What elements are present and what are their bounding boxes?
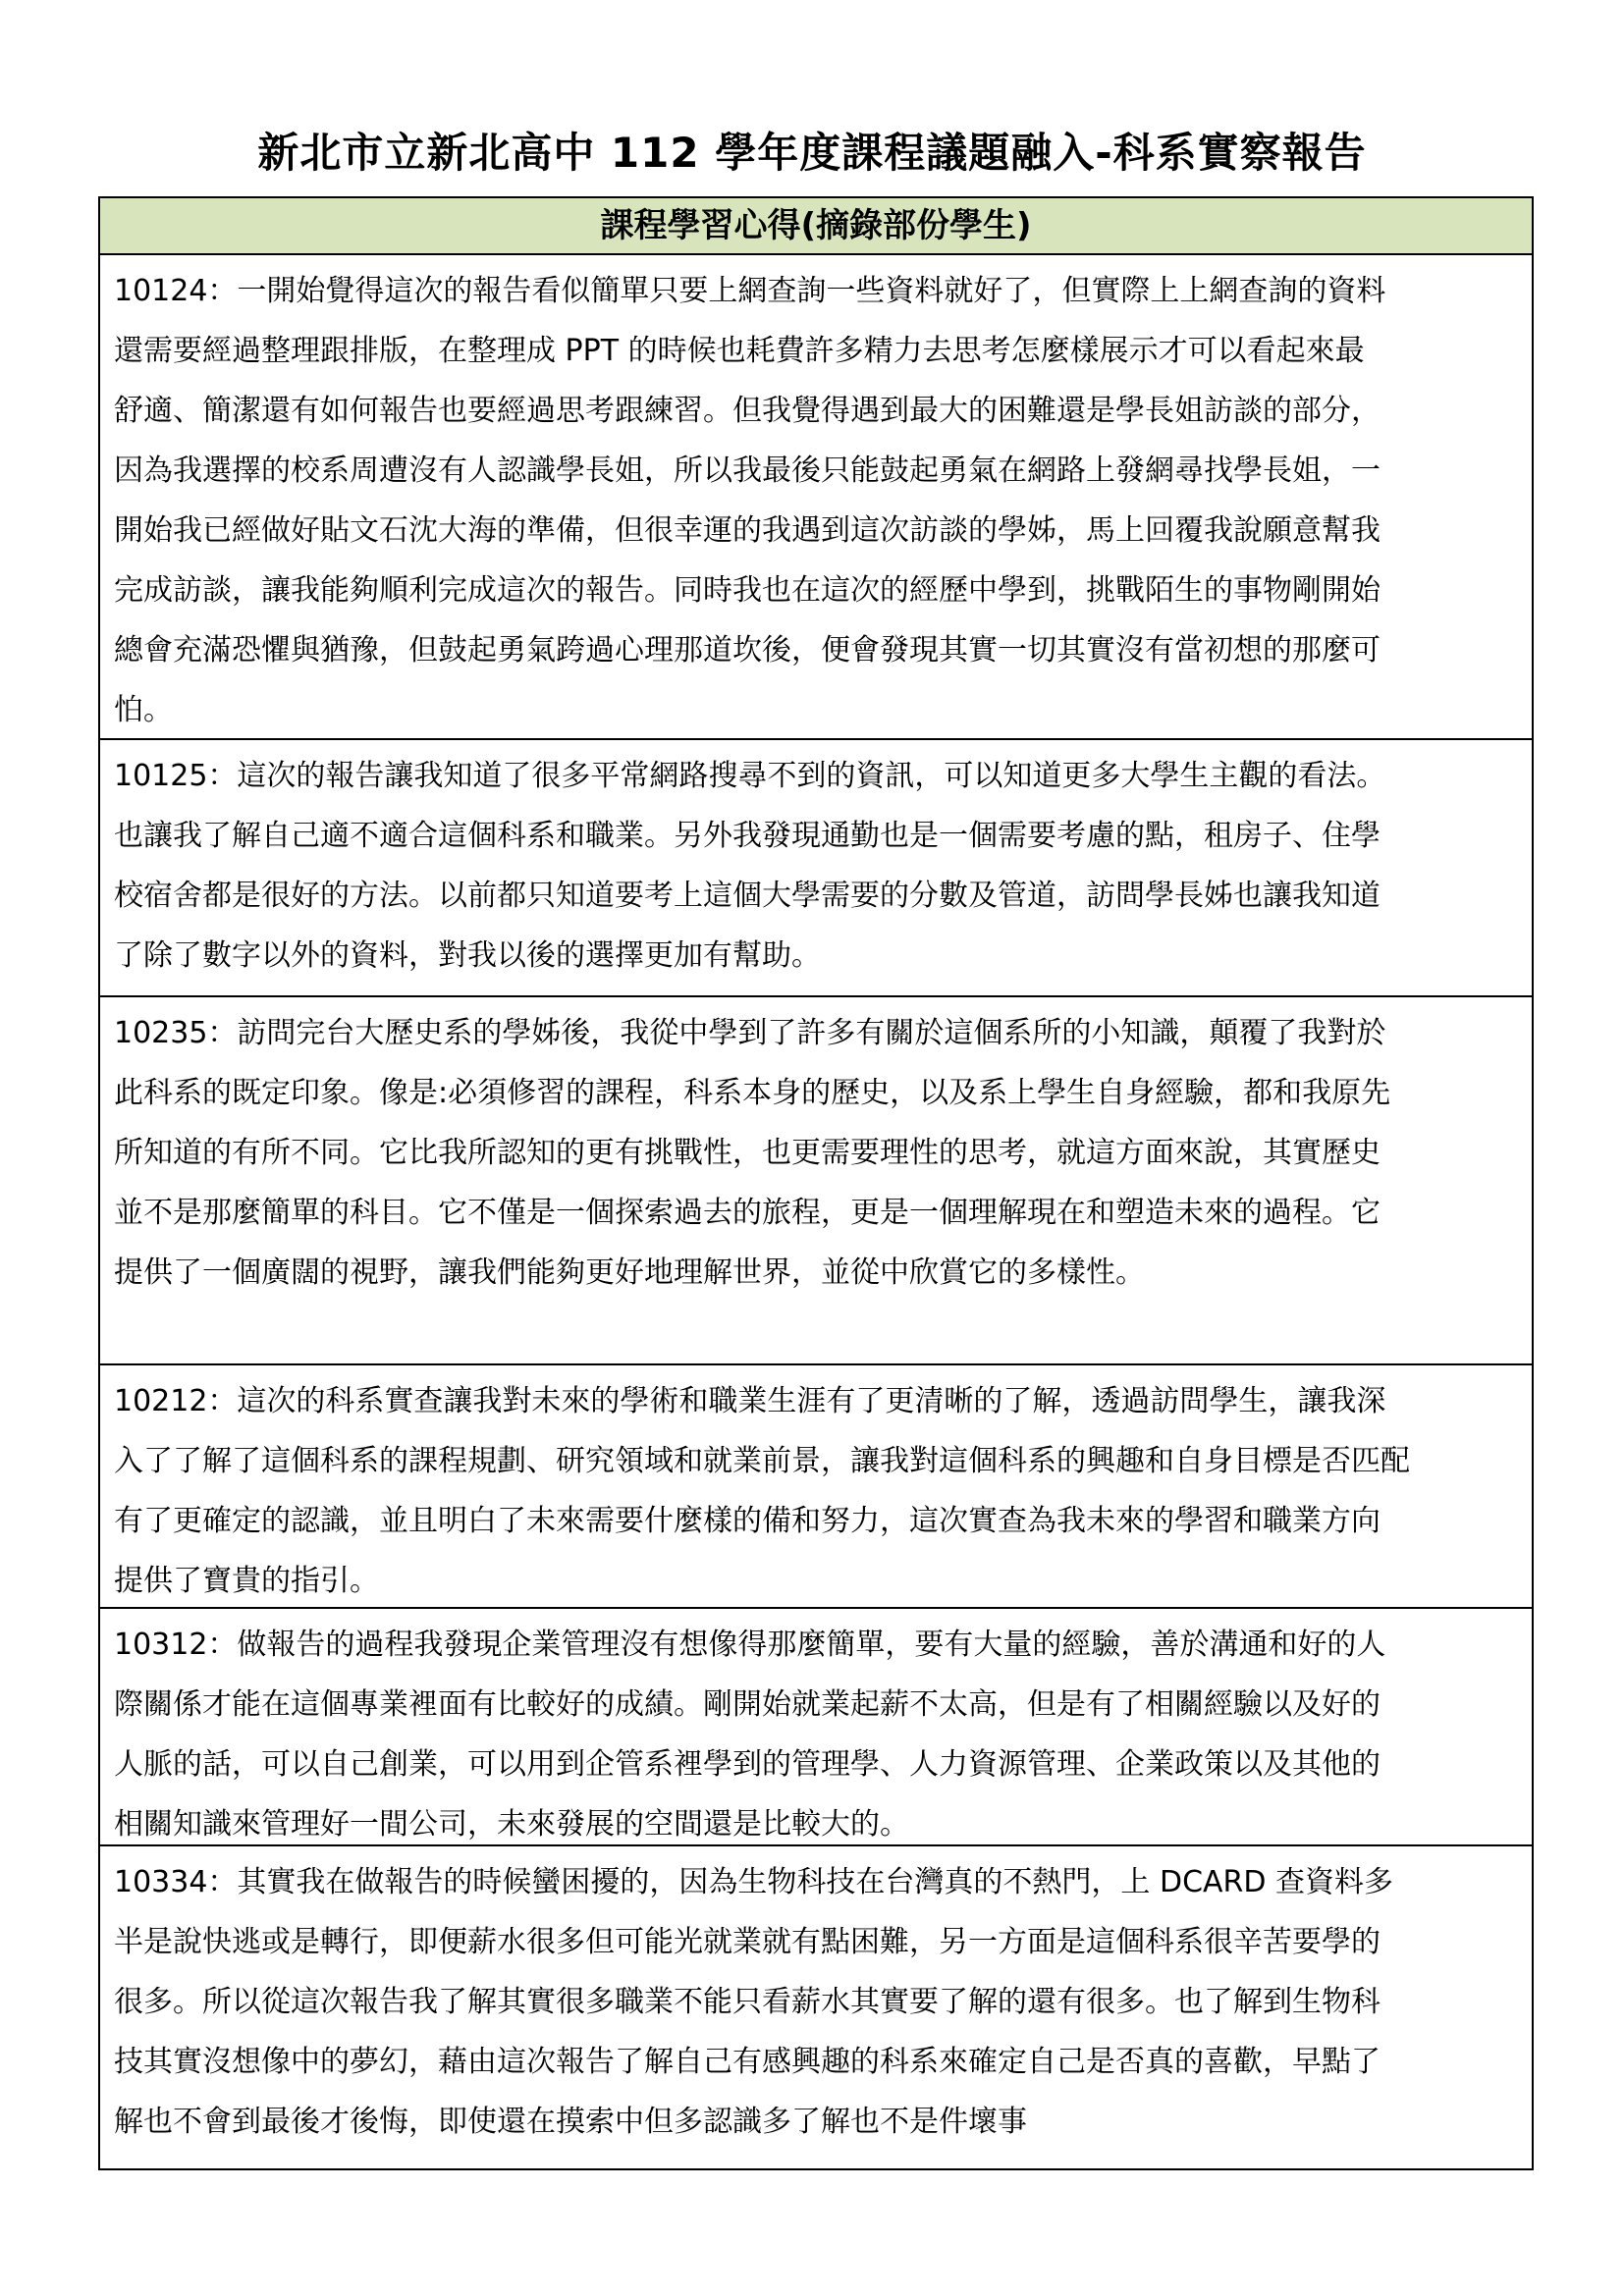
reflection-entry-10235 [100, 997, 1532, 1365]
entry-line: 入了了解了這個科系的課程規劃、研究領域和就業前景，讓我對這個科系的興趣和自身目標是否匹配 [114, 1444, 1410, 1478]
entry-line: 提供了寶貴的指引。 [114, 1564, 379, 1598]
reflection-entry-10212 [100, 1365, 1532, 1609]
entry-line: 10125：這次的報告讓我知道了很多平常網路搜尋不到的資訊，可以知道更多大學生主觀的看法。 [114, 759, 1386, 793]
entry-line: 了除了數字以外的資料，對我以後的選擇更加有幫助。 [114, 938, 821, 973]
entry-line: 相關知識來管理好一間公司，未來發展的空間還是比較大的。 [114, 1807, 909, 1842]
entry-line: 也讓我了解自己適不適合這個科系和職業。另外我發現通勤也是一個需要考慮的點，租房子、住學 [114, 819, 1380, 853]
reflection-entry-10125 [100, 740, 1532, 997]
entry-line: 解也不會到最後才後悔，即使還在摸索中但多認識多了解也不是件壞事 [114, 2105, 1027, 2139]
entry-line: 人脈的話，可以自己創業，可以用到企管系裡學到的管理學、人力資源管理、企業政策以及其他的 [114, 1747, 1380, 1782]
reflection-entry-10312 [100, 1609, 1532, 1846]
entry-line: 提供了一個廣闊的視野，讓我們能夠更好地理解世界，並從中欣賞它的多樣性。 [114, 1255, 1145, 1290]
entry-line: 還需要經過整理跟排版，在整理成 PPT 的時候也耗費許多精力去思考怎麼樣展示才可以看起來最 [114, 334, 1365, 368]
entry-line: 開始我已經做好貼文石沈大海的準備，但很幸運的我遇到這次訪談的學姊，馬上回覆我說願意幫我 [114, 513, 1380, 548]
entry-line: 10235：訪問完台大歷史系的學姊後，我從中學到了許多有關於這個系所的小知識，顛覆了我對於 [114, 1016, 1386, 1050]
entry-line: 10124：一開始覺得這次的報告看似簡單只要上網查詢一些資料就好了，但實際上上網查詢的資料 [114, 274, 1386, 308]
entry-line: 怕。 [114, 693, 173, 727]
entry-line: 總會充滿恐懼與猶豫，但鼓起勇氣跨過心理那道坎後，便會發現其實一切其實沒有當初想的那麼可 [114, 633, 1380, 667]
entry-line: 此科系的既定印象。像是:必須修習的課程，科系本身的歷史，以及系上學生自身經驗，都和我原先 [114, 1076, 1391, 1110]
entry-line: 並不是那麼簡單的科目。它不僅是一個探索過去的旅程，更是一個理解現在和塑造未來的過程。它 [114, 1196, 1380, 1230]
entry-line: 所知道的有所不同。它比我所認知的更有挑戰性，也更需要理性的思考，就這方面來說，其實歷史 [114, 1136, 1380, 1170]
page-title: 新北市立新北高中 112 學年度課程議題融入-科系實察報告 [257, 129, 1367, 177]
entry-line: 很多。所以從這次報告我了解其實很多職業不能只看薪水其實要了解的還有很多。也了解到生物科 [114, 1985, 1380, 2019]
entry-line: 校宿舍都是很好的方法。以前都只知道要考上這個大學需要的分數及管道，訪問學長姊也讓我知道 [114, 879, 1380, 913]
table-header: 課程學習心得(摘錄部份學生) [100, 198, 1532, 255]
entry-line: 技其實沒想像中的夢幻，藉由這次報告了解自己有感興趣的科系來確定自己是否真的喜歡，早點了 [114, 2045, 1380, 2079]
entry-line: 完成訪談，讓我能夠順利完成這次的報告。同時我也在這次的經歷中學到，挑戰陌生的事物剛開始 [114, 573, 1380, 608]
entry-line: 10212：這次的科系實查讓我對未來的學術和職業生涯有了更清晰的了解，透過訪問學生，讓我深 [114, 1384, 1386, 1418]
entry-line: 半是說快逃或是轉行，即便薪水很多但可能光就業就有點困難，另一方面是這個科系很辛苦要學的 [114, 1925, 1380, 1959]
reflection-entry-10124 [100, 255, 1532, 740]
entry-line: 因為我選擇的校系周遭沒有人認識學長姐，所以我最後只能鼓起勇氣在網路上發網尋找學長姐，一 [114, 454, 1380, 488]
entry-line: 10312：做報告的過程我發現企業管理沒有想像得那麼簡單，要有大量的經驗，善於溝通和好的人 [114, 1628, 1386, 1662]
reflection-entry-10334 [100, 1846, 1532, 2168]
entry-line: 際關係才能在這個專業裡面有比較好的成績。剛開始就業起薪不太高，但是有了相關經驗以及好的 [114, 1687, 1380, 1722]
entry-line: 舒適、簡潔還有如何報告也要經過思考跟練習。但我覺得遇到最大的困難還是學長姐訪談的部分， [114, 394, 1380, 428]
entry-line: 有了更確定的認識，並且明白了未來需要什麼樣的備和努力，這次實查為我未來的學習和職業方向 [114, 1504, 1380, 1538]
report-table [98, 196, 1534, 2170]
entry-line: 10334：其實我在做報告的時候蠻困擾的，因為生物科技在台灣真的不熱門，上 DCARD 查資料多 [114, 1865, 1394, 1899]
